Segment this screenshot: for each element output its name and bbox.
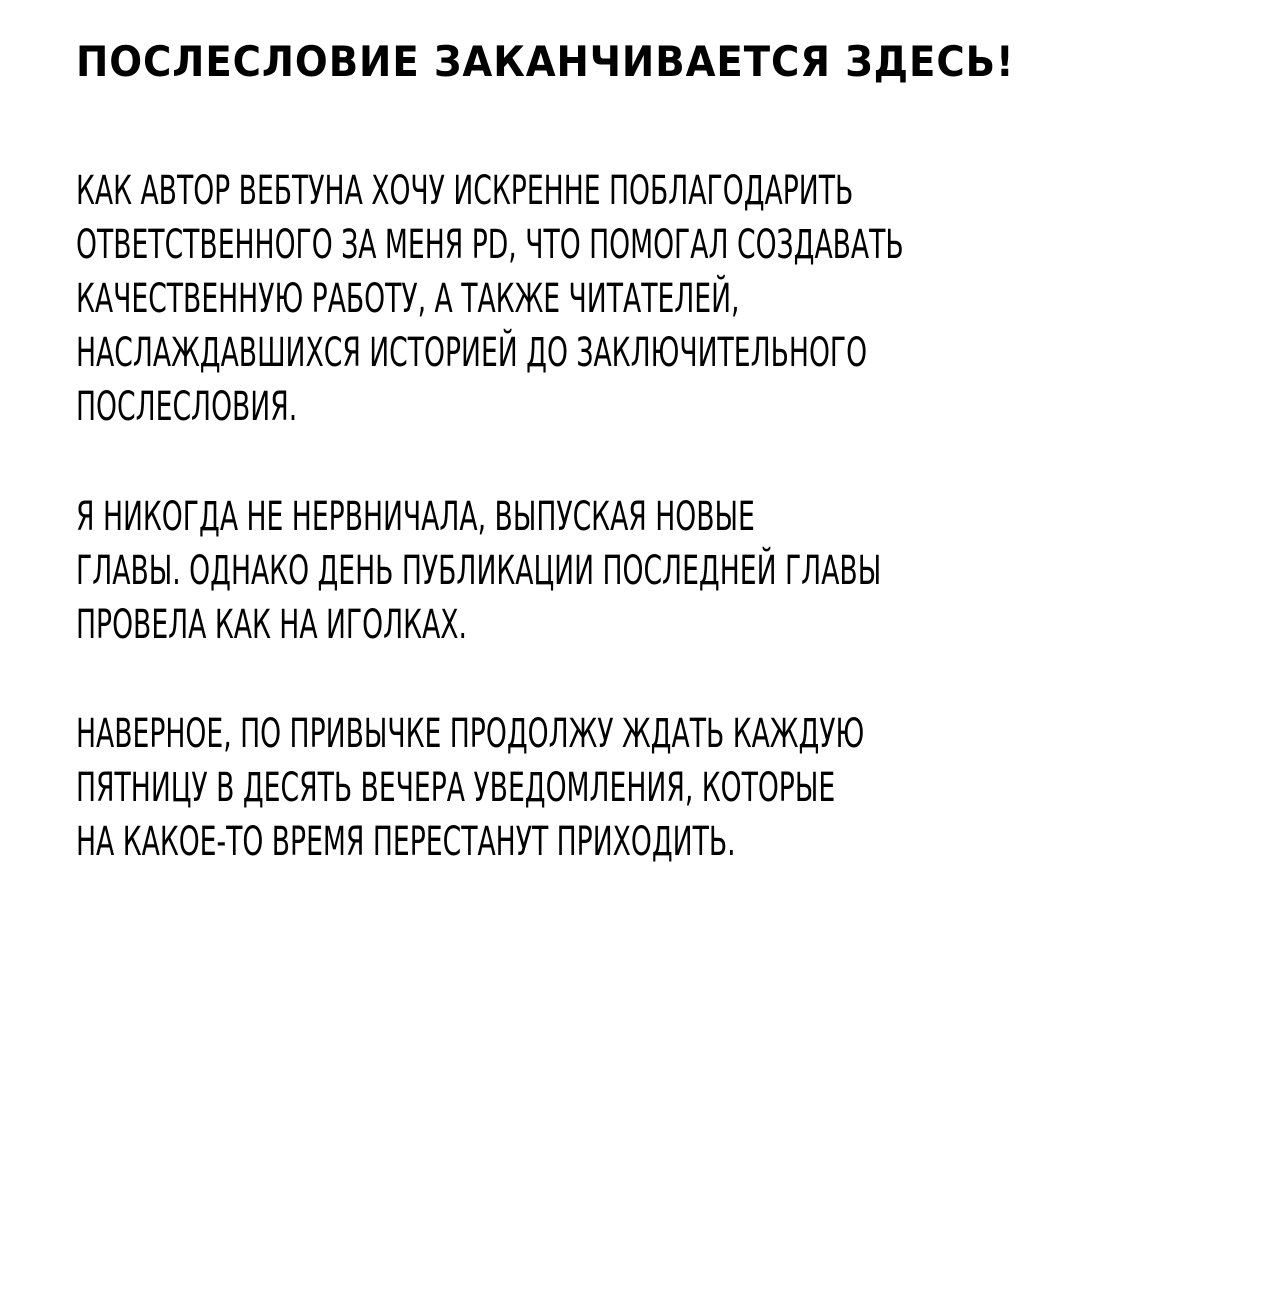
paragraph-thanks [76,164,904,434]
paragraph-line: НА КАКОЕ-ТО ВРЕМЯ ПЕРЕСТАНУТ ПРИХОДИТЬ. [76,819,736,865]
paragraph-nerves [76,490,881,652]
paragraph-line: КАЧЕСТВЕННУЮ РАБОТУ, А ТАКЖЕ ЧИТАТЕЛЕЙ, [76,276,740,322]
paragraph-line: ОТВЕТСТВЕННОГО ЗА МЕНЯ PD, ЧТО ПОМОГАЛ СОЗДАВАТЬ [76,222,904,268]
paragraph-line: КАК АВТОР ВЕБТУНА ХОЧУ ИСКРЕННЕ ПОБЛАГОДАРИТЬ [76,168,854,214]
paragraph-line: НАСЛАЖДАВШИХСЯ ИСТОРИЕЙ ДО ЗАКЛЮЧИТЕЛЬНОГО [76,330,868,376]
paragraph-line: ПЯТНИЦУ В ДЕСЯТЬ ВЕЧЕРА УВЕДОМЛЕНИЯ, КОТОРЫЕ [76,765,836,811]
page-title: ПОСЛЕСЛОВИЕ ЗАКАНЧИВАЕТСЯ ЗДЕСЬ! [76,37,1015,86]
paragraph-line: НАВЕРНОЕ, ПО ПРИВЫЧКЕ ПРОДОЛЖУ ЖДАТЬ КАЖДУЮ [76,711,865,757]
paragraph-line: ГЛАВЫ. ОДНАКО ДЕНЬ ПУБЛИКАЦИИ ПОСЛЕДНЕЙ ГЛАВЫ [76,548,882,594]
paragraph-line: Я НИКОГДА НЕ НЕРВНИЧАЛА, ВЫПУСКАЯ НОВЫЕ [76,494,755,540]
paragraph-line: ПРОВЕЛА КАК НА ИГОЛКАХ. [76,602,467,648]
paragraph-line: ПОСЛЕСЛОВИЯ. [76,384,298,430]
paragraph-habit [76,707,864,869]
